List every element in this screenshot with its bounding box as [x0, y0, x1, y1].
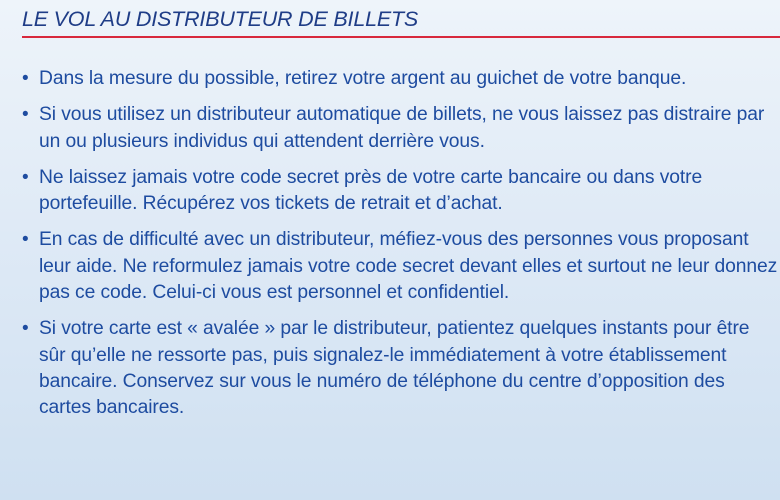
- list-item-text: Si vous utilisez un distributeur automatique de billets, ne vous laissez pas distraire par un ou plusieurs individus qui attendent derrière vous.: [39, 104, 765, 152]
- list-item: [18, 316, 778, 421]
- list-item-text: Ne laissez jamais votre code secret près de votre carte bancaire ou dans votre portefeuille. Récupérez vos tickets de retrait et d’achat.: [39, 166, 703, 215]
- list-item: [18, 66, 778, 92]
- list-item: [18, 102, 778, 155]
- bullet-icon: •: [22, 104, 29, 126]
- bullet-icon: •: [22, 229, 29, 251]
- bullet-icon: •: [22, 68, 29, 89]
- list-item-text: Dans la mesure du possible, retirez votre argent au guichet de votre banque.: [39, 68, 687, 89]
- list-item-text: Si votre carte est « avalée » par le distributeur, patientez quelques instants pour être sûr qu’elle ne ressorte pas, puis signalez-le immédiatement à votre établissement bancaire. Conservez sur vous le numéro de téléphone du centre d’opposition des cartes bancaires.: [39, 318, 750, 419]
- bullet-icon: •: [22, 166, 29, 188]
- advice-list: [18, 66, 778, 422]
- list-item-text: En cas de difficulté avec un distributeur, méfiez-vous des personnes vous proposant leur aide. Ne reformulez jamais votre code secret devant elles et surtout ne leur donnez pas ce code. Celui-ci vous est personnel et confidentiel.: [39, 229, 778, 304]
- bullet-icon: •: [22, 318, 29, 340]
- page-title: LE VOL AU DISTRIBUTEUR DE BILLETS: [22, 7, 419, 31]
- title-underline: [22, 36, 780, 38]
- list-item: [18, 227, 778, 306]
- list-item: [18, 165, 778, 218]
